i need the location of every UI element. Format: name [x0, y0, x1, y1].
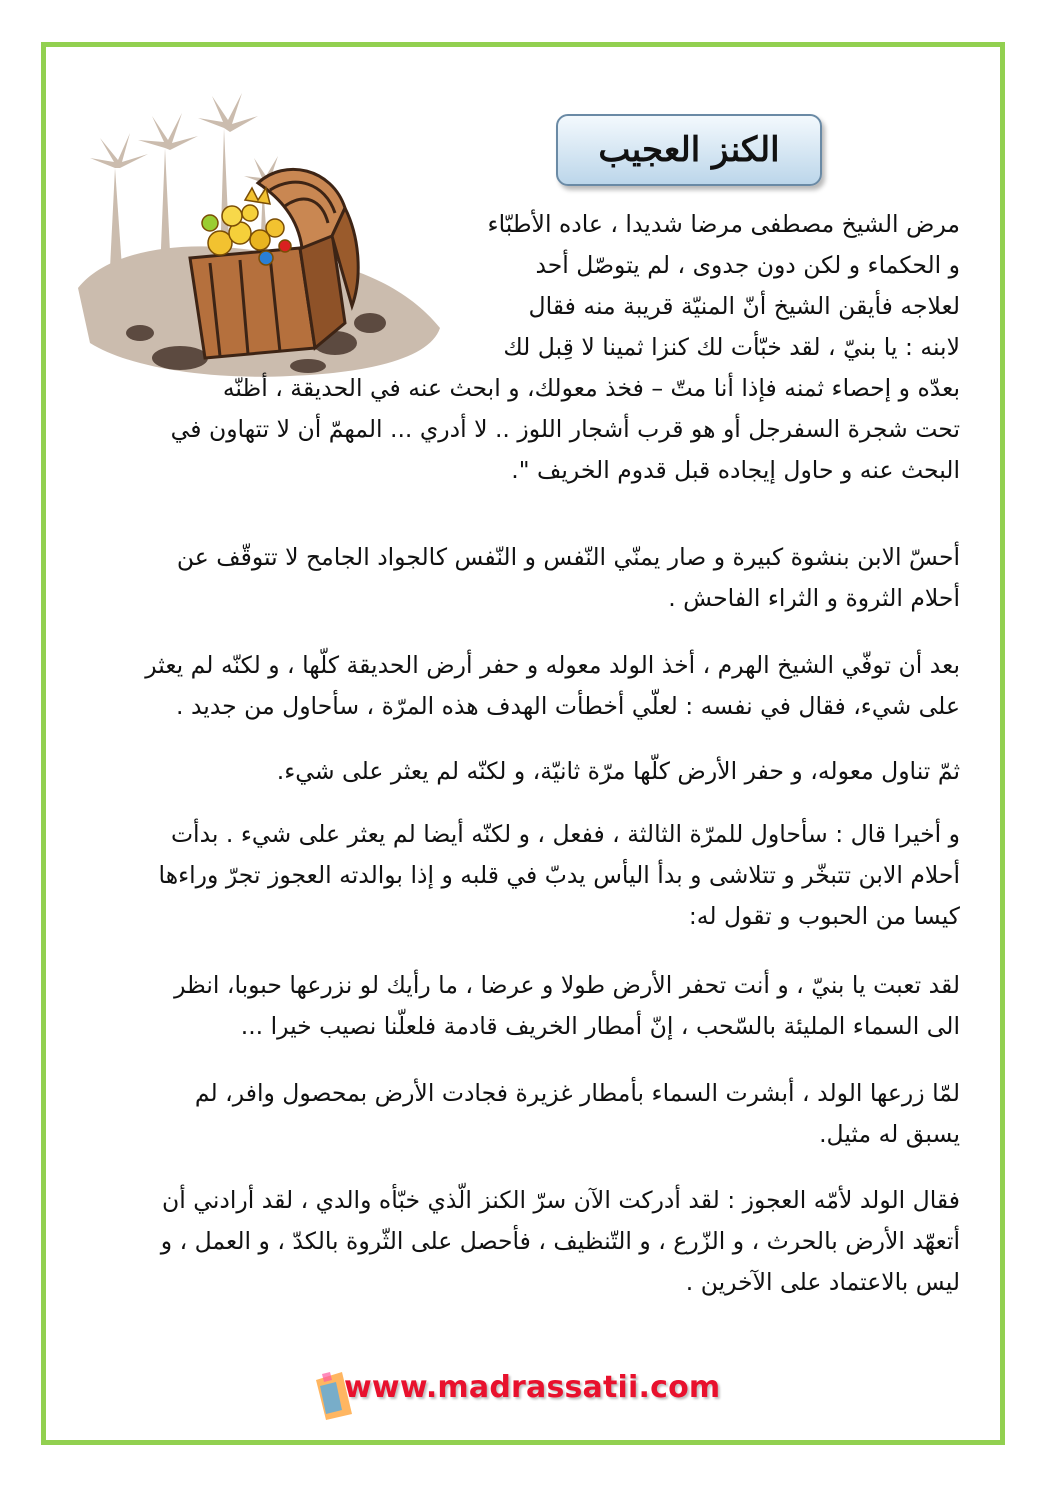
paragraph-line: لعلاجه فأيقن الشيخ أنّ المنيّة قريبة منه فقال [528, 292, 960, 320]
paragraph-4 [277, 751, 960, 792]
paragraph-line: بعد أن توفّي الشيخ الهرم ، أخذ الولد معوله و حفر أرض الحديقة كلّها ، و لكنّه لم يعثر [145, 651, 960, 679]
paragraph-line: البحث عنه و حاول إيجاده قبل قدوم الخريف ". [511, 456, 960, 484]
paragraph-line: على شيء، فقال في نفسه : لعلّي أخطأت الهدف هذه المرّة ، سأحاول من جديد . [176, 692, 960, 720]
paragraph-line: أتعهّد الأرض بالحرث ، و الزّرع ، و التّنظيف ، فأحصل على الثّروة بالكدّ ، و العمل ، و [160, 1227, 960, 1255]
paragraph-8 [161, 1180, 960, 1303]
footer [312, 1366, 721, 1422]
page-title: الكنز العجيب [598, 130, 780, 170]
paragraph-line: لمّا زرعها الولد ، أبشرت السماء بأمطار غزيرة فجادت الأرض بمحصول وافر، لم [194, 1079, 960, 1107]
paragraph-line: ليس بالاعتماد على الآخرين . [685, 1268, 960, 1296]
paragraph-line: الى السماء المليئة بالسّحب ، إنّ أمطار الخريف قادمة فلعلّنا نصيب خيرا ... [240, 1012, 960, 1040]
paragraph-line: أحسّ الابن بنشوة كبيرة و صار يمنّي النّفس و النّفس كالجواد الجامح لا تتوقّف عن [176, 543, 960, 571]
paragraph-6 [174, 965, 960, 1047]
paragraph-line: كيسا من الحبوب و تقول له: [688, 902, 960, 930]
paragraph-line: تحت شجرة السفرجل أو هو قرب أشجار اللوز .. لا أدري ... المهمّ أن لا تتهاون في [170, 415, 960, 443]
paragraph-line: مرض الشيخ مصطفى مرضا شديدا ، عاده الأطبّاء [487, 210, 960, 238]
paragraph-line: بعدّه و إحصاء ثمنه فإذا أنا متّ – فخذ معولك، و ابحث عنه في الحديقة ، أظنّه [222, 374, 960, 402]
paragraph-line: أحلام الابن تتبخّر و تتلاشى و بدأ اليأس يدبّ في قلبه و إذا بوالدته العجوز تجرّ وراءها [158, 861, 960, 889]
paragraph-line: أحلام الثروة و الثراء الفاحش . [668, 584, 960, 612]
paragraph-line: لقد تعبت يا بنيّ ، و أنت تحفر الأرض طولا و عرضا ، ما رأيك لو نزرعها حبوبا، انظر [174, 971, 960, 999]
website-link[interactable]: www.madrassatii.com [344, 1370, 721, 1405]
paragraph-line: فقال الولد لأمّه العجوز : لقد أدركت الآن سرّ الكنز الّذي خبّأه والدي ، لقد أرادني أن [162, 1186, 960, 1214]
paragraph-7 [195, 1073, 960, 1155]
paragraph-line: يسبق له مثيل. [819, 1120, 960, 1148]
paragraph-5 [159, 814, 960, 937]
paragraph-1 [171, 204, 960, 491]
title-box [556, 114, 822, 186]
paragraph-line: و أخيرا قال : سأحاول للمرّة الثالثة ، ففعل ، و لكنّه أيضا لم يعثر على شيء . بدأت [170, 820, 960, 848]
paragraph-2 [177, 537, 960, 619]
paragraph-line: ثمّ تناول معوله، و حفر الأرض كلّها مرّة ثانيّة، و لكنّه لم يعثر على شيء. [276, 757, 960, 785]
paragraph-line: و الحكماء و لكن دون جدوى ، لم يتوصّل أحد [535, 251, 960, 279]
paragraph-3 [145, 645, 960, 727]
paragraph-line: لابنه : يا بنيّ ، لقد خبّأت لك كنزا ثمينا لا قِبل لك [503, 333, 960, 361]
